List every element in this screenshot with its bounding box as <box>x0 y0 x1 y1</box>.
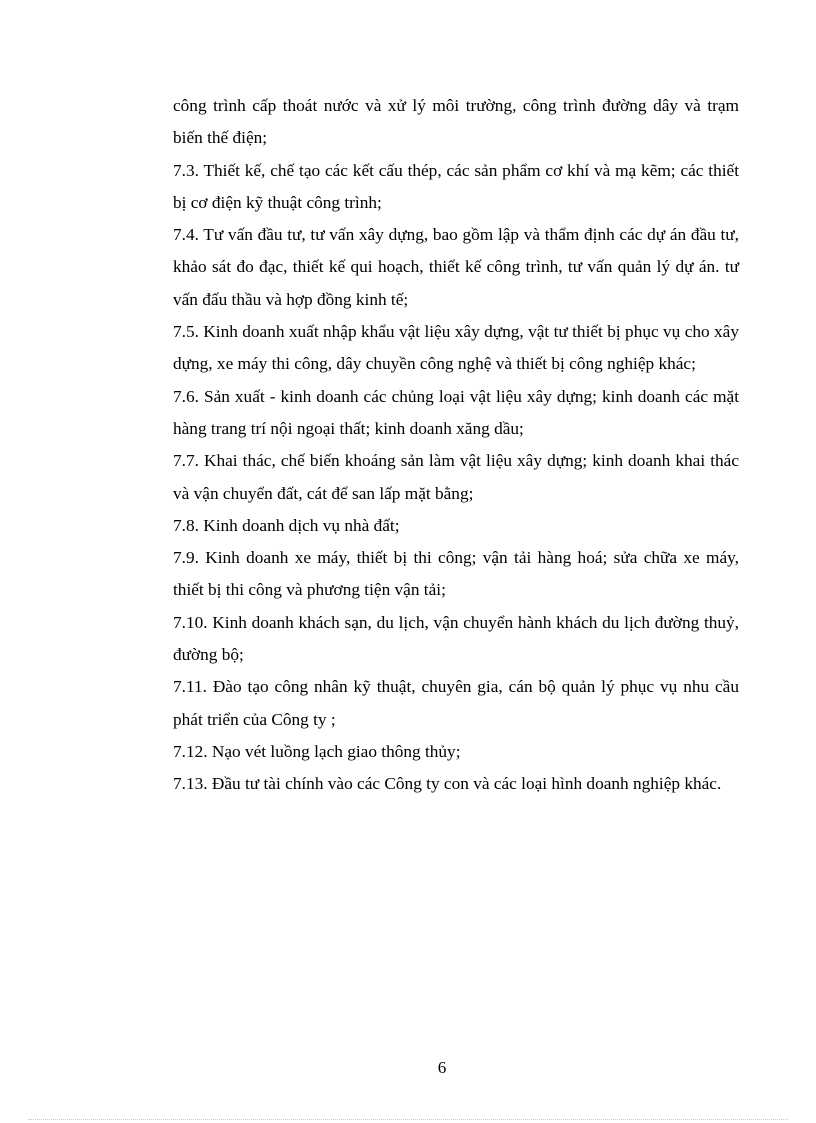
paragraph-7-11: 7.11. Đào tạo công nhân kỹ thuật, chuyên gia, cán bộ quản lý phục vụ nhu cầu phát triển của Công ty ; <box>173 677 739 729</box>
paragraph-7-10: 7.10. Kinh doanh khách sạn, du lịch, vận chuyển hành khách du lịch đường thuỷ, đường bộ; <box>173 612 739 665</box>
page-border-divider <box>28 1119 788 1120</box>
paragraph-7-6: 7.6. Sản xuất - kinh doanh các chủng loại vật liệu xây dựng; kinh doanh các mặt hàng trang trí nội ngoại thất; kinh doanh xăng dầu; <box>173 386 739 438</box>
paragraph-7-13: 7.13. Đầu tư tài chính vào các Công ty con và các loại hình doanh nghiệp khác. <box>173 774 722 794</box>
paragraph-7-3: 7.3. Thiết kế, chế tạo các kết cấu thép, các sản phẩm cơ khí và mạ kẽm; các thiết bị cơ điện kỹ thuật công trình; <box>173 160 739 212</box>
body-text <box>173 90 739 801</box>
paragraph-7-5: 7.5. Kinh doanh xuất nhập khẩu vật liệu xây dựng, vật tư thiết bị phục vụ cho xây dựng, xe máy thi công, dây chuyền công nghệ và thiết bị công nghiệp khác; <box>173 322 739 374</box>
page-number: 6 <box>437 1058 447 1077</box>
paragraph-7-9: 7.9. Kinh doanh xe máy, thiết bị thi công; vận tải hàng hoá; sửa chữa xe máy, thiết bị thi công và phương tiện vận tải; <box>173 548 739 600</box>
paragraph-7-4: 7.4. Tư vấn đầu tư, tư vấn xây dựng, bao gồm lập và thẩm định các dự án đầu tư, khảo sát đo đạc, thiết kế qui hoạch, thiết kế công trình, tư vấn quản lý dự án. tư vấn đấu thầu và hợp đồng kinh tế; <box>173 225 739 309</box>
paragraph-7-8: 7.8. Kinh doanh dịch vụ nhà đất; <box>173 515 400 535</box>
paragraph-7-7: 7.7. Khai thác, chế biến khoáng sản làm vật liệu xây dựng; kinh doanh khai thác và vận chuyển đất, cát để san lấp mặt bằng; <box>173 451 739 503</box>
paragraph-continuation: công trình cấp thoát nước và xử lý môi trường, công trình đường dây và trạm biến thế điện; <box>173 96 739 148</box>
paragraph-7-12: 7.12. Nạo vét luồng lạch giao thông thủy; <box>173 741 461 761</box>
